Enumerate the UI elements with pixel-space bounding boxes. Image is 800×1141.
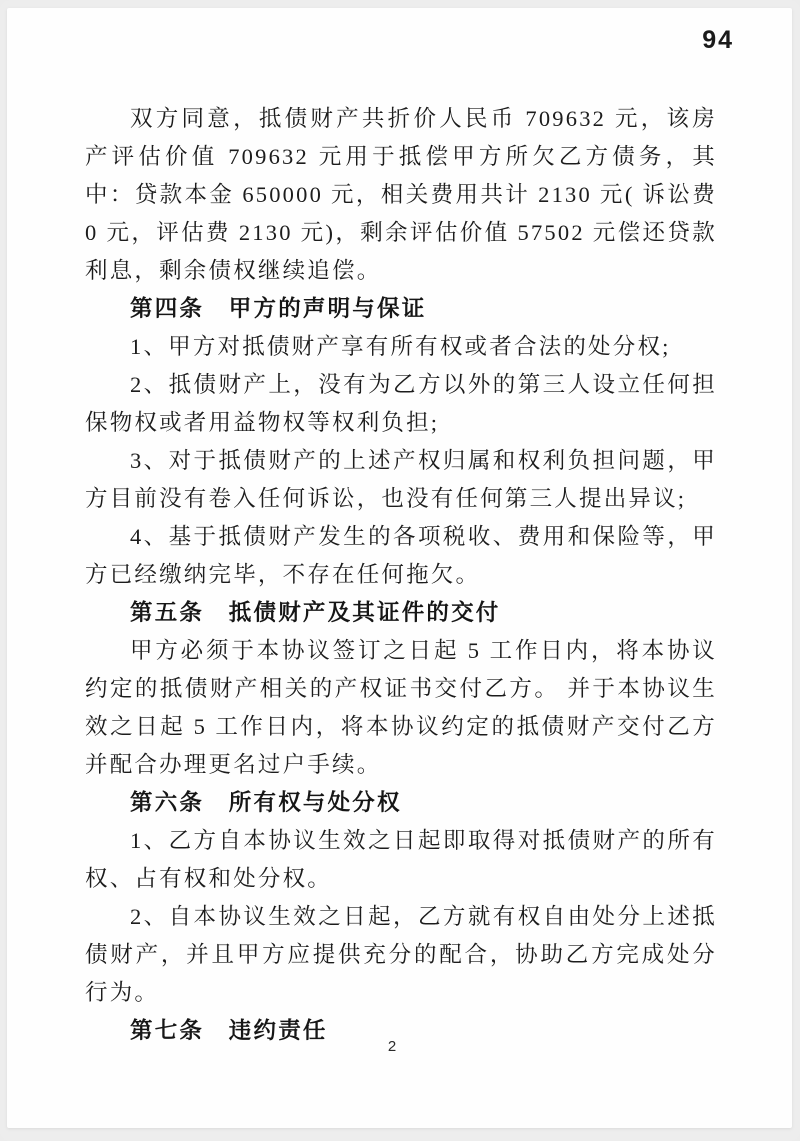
document-page-sheet bbox=[7, 8, 792, 1128]
clause-heading: 第六条 所有权与处分权 bbox=[130, 790, 402, 815]
corner-page-number: 94 bbox=[702, 26, 734, 54]
document-body bbox=[85, 100, 717, 1050]
clause-paragraph: 1、乙方自本协议生效之日起即取得对抵债财产的所有权、占有权和处分权。 bbox=[85, 828, 717, 891]
clause-paragraph: 双方同意，抵债财产共折价人民币 709632 元，该房产评估价值 709632 元用于抵偿甲方所欠乙方债务，其中：贷款本金 650000 元，相关费用共计 2130 元( 诉讼费 0 元，评估费 2130 元)，剩余评估价值 57502 元偿还贷款利息，剩余债权继续追偿。 bbox=[85, 106, 717, 283]
clause-paragraph: 3、对于抵债财产的上述产权归属和权利负担问题，甲方目前没有卷入任何诉讼，也没有任何第三人提出异议; bbox=[85, 448, 717, 511]
clause-paragraph: 2、自本协议生效之日起，乙方就有权自由处分上述抵债财产，并且甲方应提供充分的配合，协助乙方完成处分行为。 bbox=[85, 904, 717, 1005]
clause-paragraph: 4、基于抵债财产发生的各项税收、费用和保险等，甲方已经缴纳完毕，不存在任何拖欠。 bbox=[85, 524, 717, 587]
clause-heading: 第四条 甲方的声明与保证 bbox=[130, 296, 427, 321]
footer-page-number: 2 bbox=[387, 1038, 397, 1055]
clause-heading: 第五条 抵债财产及其证件的交付 bbox=[130, 600, 501, 625]
clause-paragraph: 甲方必须于本协议签订之日起 5 工作日内，将本协议约定的抵债财产相关的产权证书交付乙方。 并于本协议生效之日起 5 工作日内，将本协议约定的抵债财产交付乙方并配合办理更名过户手续。 bbox=[85, 638, 717, 777]
clause-paragraph: 1、甲方对抵债财产享有所有权或者合法的处分权; bbox=[130, 334, 671, 359]
clause-paragraph: 2、抵债财产上，没有为乙方以外的第三人设立任何担保物权或者用益物权等权利负担; bbox=[85, 372, 717, 435]
clause-heading: 第七条 违约责任 bbox=[130, 1018, 328, 1043]
